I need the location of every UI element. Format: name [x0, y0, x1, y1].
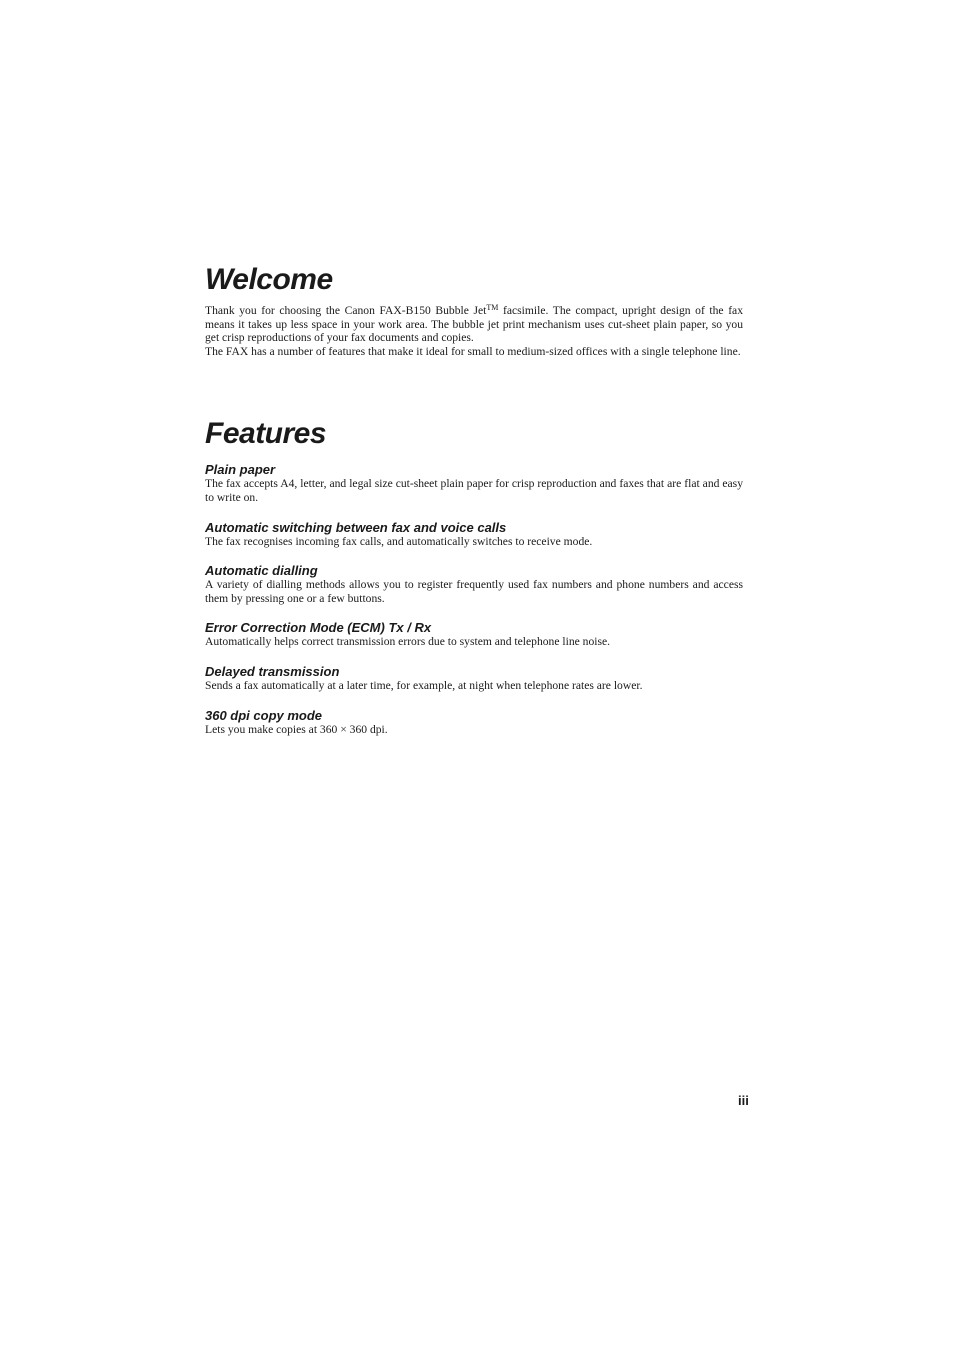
page-number: iii [738, 1093, 749, 1108]
feature-heading: Plain paper [205, 462, 276, 478]
feature-description: Sends a fax automatically at a later time, for example, at night when telephone rates are lower. [205, 678, 643, 692]
feature-heading: Error Correction Mode (ECM) Tx / Rx [205, 620, 432, 636]
feature-item [205, 520, 743, 549]
welcome-paragraph-1-end: facsimile. The compact, upright design of the fax means it takes up less space in your work area. The bubble jet print mechanism uses cut-sheet plain paper, so you get crisp reproductions of your fax documents and copies. [205, 304, 743, 345]
trademark-mark: TM [486, 303, 499, 312]
welcome-paragraph-1 [205, 304, 743, 345]
feature-description: Automatically helps correct transmission errors due to system and telephone line noise. [205, 635, 611, 649]
feature-description: Lets you make copies at 360 × 360 dpi. [205, 722, 388, 736]
feature-description: A variety of dialling methods allows you to register frequently used fax numbers and phone numbers and access them by pressing one or a few buttons. [205, 578, 743, 605]
feature-description: The fax accepts A4, letter, and legal size cut-sheet plain paper for crisp reproduction and faxes that are flat and easy to write on. [205, 477, 743, 504]
feature-description: The fax recognises incoming fax calls, and automatically switches to receive mode. [205, 534, 593, 548]
welcome-paragraph-1-start: Thank you for choosing the Canon FAX-B150 Bubble Jet [205, 304, 487, 317]
features-title: Features [205, 417, 327, 451]
feature-heading: Delayed transmission [205, 663, 340, 679]
welcome-title: Welcome [205, 263, 333, 296]
feature-item [205, 462, 743, 504]
feature-heading: Automatic dialling [205, 563, 318, 579]
welcome-text [205, 304, 743, 358]
feature-item [205, 563, 743, 605]
feature-list [205, 462, 743, 736]
feature-heading: Automatic switching between fax and voice calls [205, 519, 507, 535]
feature-item [205, 620, 743, 649]
welcome-paragraph-2: The FAX has a number of features that make it ideal for small to medium-sized offices with a single telephone line. [205, 344, 741, 358]
page-content [205, 262, 743, 736]
feature-item [205, 664, 743, 693]
feature-item [205, 708, 743, 737]
feature-heading: 360 dpi copy mode [205, 707, 323, 723]
